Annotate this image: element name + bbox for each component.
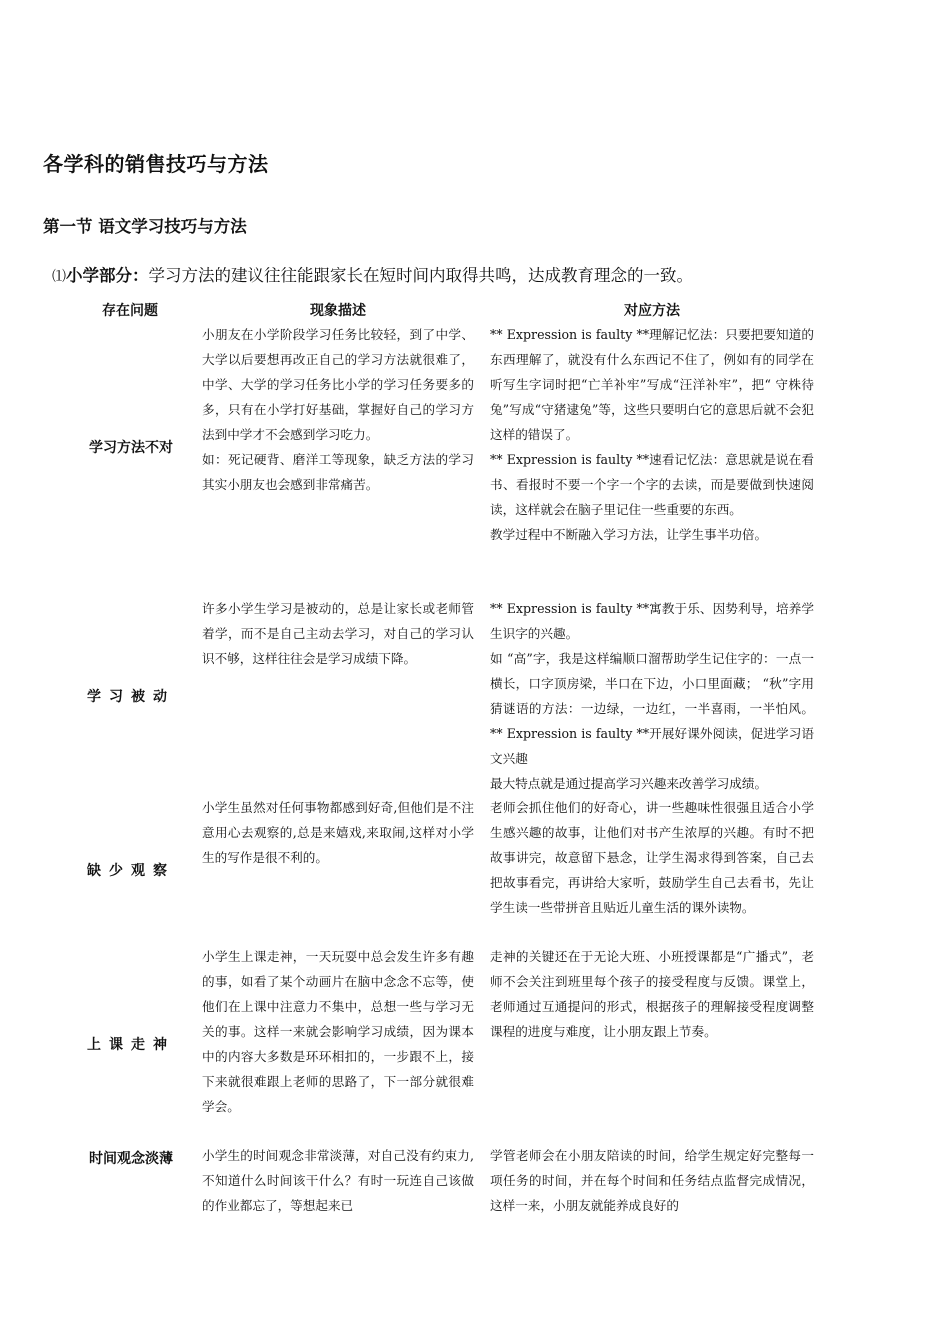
- method-cell: [490, 596, 814, 796]
- intro-label: 小学部分：: [66, 266, 149, 285]
- method-cell: [490, 944, 814, 1044]
- description-cell: [202, 1143, 474, 1218]
- description-paragraph: 小学生上课走神，一天玩耍中总会发生许多有趣的事，如看了某个动画片在脑中念念不忘等，使他们在上课中注意力不集中，总想一些与学习无关的事。这样一来就会影响学习成绩，因为课本中的内容大多数是环环相扣的，一步跟不上，接下来就很难跟上老师的思路了，下一部分就很难学会。: [202, 949, 474, 1114]
- column-header-method: 对应方法: [624, 303, 680, 319]
- issue-label: 上课走神: [87, 1037, 175, 1053]
- method-cell: [490, 795, 814, 920]
- intro-number: ⑴: [52, 269, 66, 285]
- section-title: 第一节 语文学习技巧与方法: [43, 217, 247, 236]
- description-paragraph: 许多小学生学习是被动的，总是让家长或老师管着学，而不是自己主动去学习，对自己的学习认识不够，这样往往会是学习成绩下降。: [202, 601, 474, 666]
- method-paragraph: ** Expression is faulty **理解记忆法：只要把要知道的东西理解了，就没有什么东西记不住了，例如有的同学在听写生字词时把“亡羊补牢”写成“汪洋补牢”，把“ 守株待兔”写成“守猪逮兔”等，这些只要明白它的意思后就不会犯这样的错误了。: [490, 327, 814, 442]
- method-cell: [490, 322, 814, 547]
- description-paragraph: 如：死记硬背、磨洋工等现象，缺乏方法的学习其实小朋友也会感到非常痛苦。: [202, 452, 474, 492]
- column-header-description: 现象描述: [310, 303, 366, 319]
- method-paragraph: ** Expression is faulty **速看记忆法：意思就是说在看书、看报时不要一个字一个字的去读，而是要做到快速阅读，这样就会在脑子里记住一些重要的东西。: [490, 452, 814, 517]
- method-paragraph: 学管老师会在小朋友陪读的时间，给学生规定好完整每一项任务的时间，并在每个时间和任务结点监督完成情况，这样一来，小朋友就能养成良好的: [490, 1148, 814, 1213]
- issue-label: 缺少观察: [87, 863, 175, 879]
- description-cell: [202, 322, 474, 497]
- description-paragraph: 小朋友在小学阶段学习任务比较轻，到了中学、大学以后要想再改正自己的学习方法就很难了，中学、大学的学习任务比小学的学习任务要多的多，只有在小学打好基础，掌握好自己的学习方法到中学才不会感到学习吃力。: [202, 327, 474, 442]
- method-paragraph: 教学过程中不断融入学习方法，让学生事半功倍。: [490, 527, 768, 542]
- intro-text: 学习方法的建议往往能跟家长在短时间内取得共鸣，达成教育理念的一致。: [148, 266, 693, 285]
- method-paragraph: ** Expression is faulty **寓教于乐、因势利导，培养学生识字的兴趣。: [490, 601, 814, 641]
- issue-label: 学习被动: [87, 689, 175, 705]
- intro-paragraph: [52, 262, 693, 286]
- method-cell: [490, 1143, 814, 1218]
- description-cell: [202, 944, 474, 1119]
- method-paragraph: 走神的关键还在于无论大班、小班授课都是“广播式”，老师不会关注到班里每个孩子的接受程度与反馈。课堂上，老师通过互通提问的形式，根据孩子的理解接受程度调整课程的进度与难度，让小朋友跟上节奏。: [490, 949, 814, 1039]
- method-paragraph: 最大特点就是通过提高学习兴趣来改善学习成绩。: [490, 776, 768, 791]
- issue-label: 时间观念淡薄: [89, 1151, 173, 1167]
- description-paragraph: 小学生的时间观念非常淡薄，对自己没有约束力,不知道什么时间该干什么？有时一玩连自己该做的作业都忘了，等想起来已: [202, 1148, 474, 1213]
- description-paragraph: 小学生虽然对任何事物都感到好奇,但他们是不注意用心去观察的,总是来嬉戏,来取闹,这样对小学生的写作是很不利的。: [202, 800, 474, 865]
- issue-label: 学习方法不对: [89, 440, 173, 456]
- method-paragraph: 如 “高”字，我是这样编顺口溜帮助学生记住字的：一点一横长，口字顶房梁，半口在下边，小口里面藏； “秋”字用猜谜语的方法：一边绿，一边红，一半喜雨，一半怕风。** Expression is faulty **开展好课外阅读，促进学习语文兴趣: [490, 651, 814, 766]
- method-paragraph: 老师会抓住他们的好奇心，讲一些趣味性很强且适合小学生感兴趣的故事，让他们对书产生浓厚的兴趣。有时不把故事讲完，故意留下悬念，让学生渴求得到答案，自己去把故事看完，再讲给大家听，鼓励学生自己去看书，先让学生读一些带拼音且贴近儿童生活的课外读物。: [490, 800, 814, 915]
- column-header-issue: 存在问题: [102, 303, 158, 319]
- page-title: 各学科的销售技巧与方法: [43, 152, 269, 176]
- description-cell: [202, 596, 474, 671]
- description-cell: [202, 795, 474, 870]
